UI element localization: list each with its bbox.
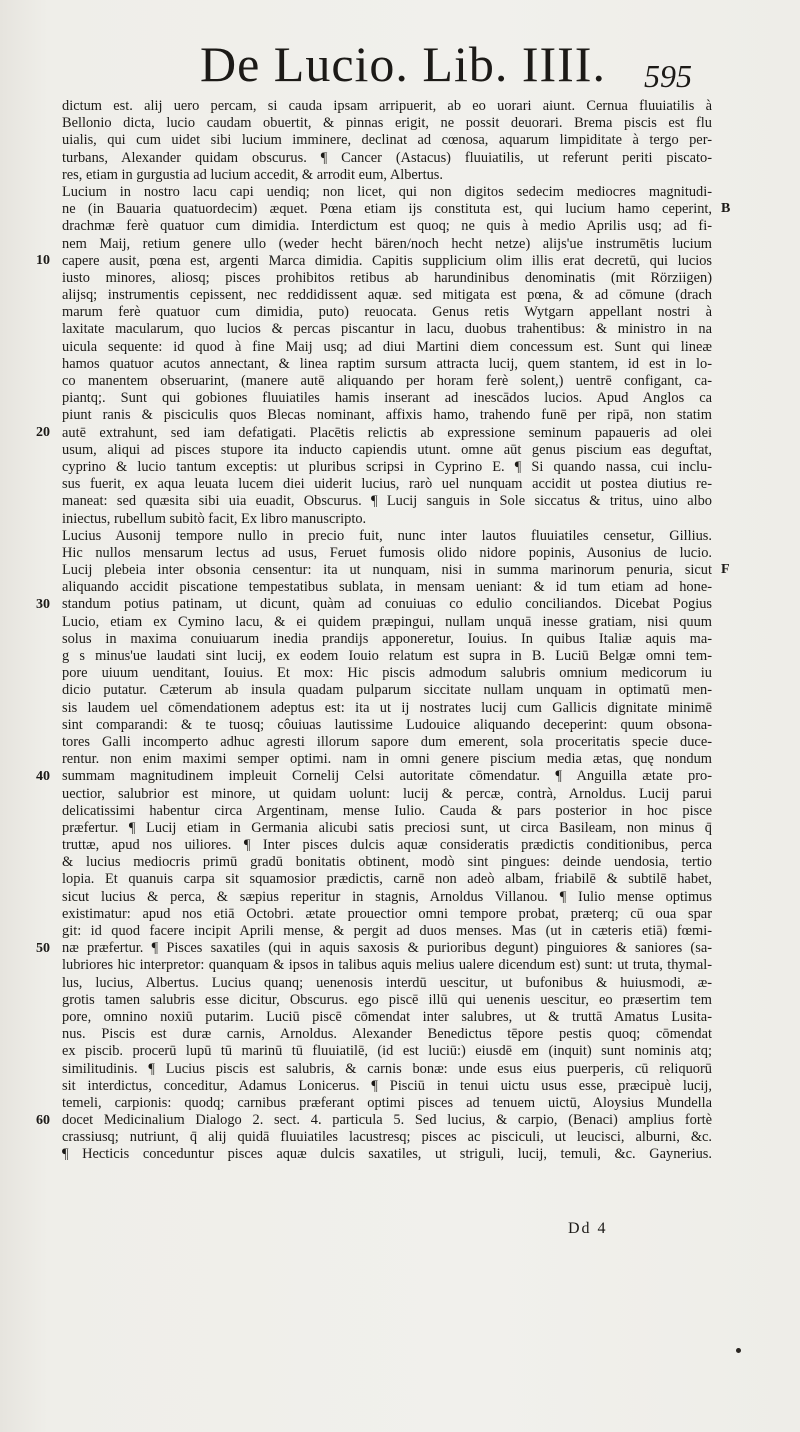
text-line: præfertur. ¶ Lucij etiam in Germania alicubi satis preciosi sunt, ut circa Basileam, non minus q̄ — [62, 819, 712, 836]
text-line: Lucium in nostro lacu capi uendiq; non licet, qui non digitos sedecim mediocres magnitudi- — [62, 183, 712, 200]
signature-mark: Dd 4 — [568, 1220, 608, 1237]
text-line: pore, omnino noxiū putarim. Luciū piscē cōmendat inter salubres, ut & truttā Amatus Lusita- — [62, 1008, 712, 1025]
text-line: temeli, carpionis: quodq; carnibus præferant optimi pisces ad tenuem uictū, Aloysius Mundella — [62, 1094, 712, 1111]
text-line: alijsq; instrumentis cepissent, nec reddidissent aquæ. sed mitigata est pœna, & ad cōmune (drach — [62, 287, 712, 304]
text-line: uicula sequente: id quod à fine Maij usq; ad diui Martini diem concessum est. Sunt qui lineæ — [62, 338, 712, 355]
text-line: dicio putatur. Cæterum ab insula quadam pulparum siccitate nullam unquam in optimatū men- — [62, 682, 712, 699]
text-line: g s minus'ue laudati sint lucij, ex eodem Iouio relatum est supra in B. Luciū Belgæ omni tem- — [62, 648, 712, 664]
text-line: sit interdictus, conceditur, Adamus Lonicerus. ¶ Pisciū in tenui uictu usus esse, præcipuè lucij, — [62, 1077, 712, 1094]
text-line: lus, lucius, Albertus. Lucius quanq; uenenosis interdū uescitur, ut bufonibus & huiusmodi, æ- — [62, 974, 712, 991]
margin-line-number: 40 — [36, 768, 50, 784]
text-line: usum, aliqui ad pisces stupore ita inducto capiendis utunt. omne aūt genus piscium eas deguftat, — [62, 441, 712, 458]
text-line: git: id quod facere incipit Aprili mense, & pergit ad duos menses. Mas (ut in cæteris etiā) fœmi- — [62, 923, 712, 939]
text-line: pore uiuum uenditant, Iouius. Et mox: Hic piscis admodum salubris omnium medicorum iu — [62, 665, 712, 682]
text-line: crassiusq; nutriunt, q̄ alij quidā fluuiatiles lacustresq; pisces ac pisciculi, ut leucisci, alburni, &c. — [62, 1129, 712, 1146]
page-number: 595 — [644, 58, 692, 94]
text-line: tores Galli incomperto adhuc agresti illorum sapore dum emerent, sola proceritatis specie duce- — [62, 733, 712, 750]
page-header — [0, 30, 800, 100]
margin-line-number: 50 — [36, 940, 50, 956]
text-line: co manentem obseruarint, (manere autē aliquando per horam ferè solent,) uentrē configant, ca- — [62, 373, 712, 389]
margin-section-letter: B — [721, 201, 731, 217]
text-line: hamos quatuor acutos annectant, & linea raptim sursum attracta lucij, quem stantem, id est in lo- — [62, 355, 712, 372]
text-line: Lucio, etiam ex Cymino lacu, & ei quidem præpingui, nullam unquā inesse gratiam, nisi quum — [62, 613, 712, 630]
text-line: existimatur: apud nos etiā Octobri. ætate prouectior omni tempore probat, præterq; cū oua spar — [62, 905, 712, 922]
margin-section-letter: F — [721, 562, 730, 578]
text-line: næ præfertur. ¶ Pisces saxatiles (qui in aquis saxosis & purioribus degunt) pinguiores & saniores (sa- — [62, 940, 712, 957]
text-line: piunt ranis & pisciculis quos Blecas nominant, affixis hamo, trahendo funē per ripā, non statim — [62, 407, 712, 424]
text-line: Lucij plebeia inter obsonia censentur: ita ut nunquam, nisi in summa marinorum penuria, sicut — [62, 562, 712, 579]
text-line: ex piscib. procerū lupū tū marinū tū fluuiatilē, (id est luciū:) eiusdē em (inquit) sunt nominis atq; — [62, 1043, 712, 1060]
text-line: ne (in Bauaria quatuordecim) æquet. Pœna etiam ijs constituta est, qui lucium hamo ceperint, — [62, 201, 712, 218]
text-line: truttæ, apud nos uiliores. ¶ Inter pisces dulcis aquæ consideratis prædictis conditionibus, perca — [62, 837, 712, 854]
text-line: aliquando accidit piscatione tempestatibus sublata, in mensam ueniant: & id tum etiam ad hone- — [62, 579, 712, 596]
text-line: piantq;. Sunt qui gobiones fluuiatiles hamis inserant ad inescādos lucios. Apud Anglos ca — [62, 390, 712, 407]
text-line: turbans, Alexander quidam obscurus. ¶ Cancer (Astacus) fluuiatilis, ut referunt periti piscato- — [62, 149, 712, 166]
text-line: & lucius mediocris primū gradū bonitatis obtinent, modò sint pingues: deinde uendosia, tertio — [62, 854, 712, 871]
text-line: solus in maxima conuiuarum inedia prandijs apponeretur, Iouius. In quibus Italiæ aquis ma- — [62, 630, 712, 647]
text-line: grotis tamen salubris esse dicitur, Obscurus. ego piscē illū qui uenenis uescitur, eo præsertim tem — [62, 991, 712, 1008]
text-line: cyprino & lucio tantum exceptis: ut pluribus scripsi in Cyprino E. ¶ Si quando nassa, cui inclu- — [62, 458, 712, 475]
text-line: maneat: sed quæsita sibi uia euadit, Obscurus. ¶ Lucij sanguis in Sole siccatus & tritus, uino albo — [62, 493, 712, 510]
text-line: Hic nullos mensarum lectus ad usus, Feruet fumosis olido nidore popinis, Ausonius de lucio. — [62, 544, 712, 561]
text-line: ¶ Hecticis conceduntur pisces aquæ dulcis saxatiles, ut striguli, lucij, temuli, &c. Gaynerius. — [62, 1146, 712, 1163]
text-line: sint comparandi: & te tuosq; côuiuas lautissime Ludouice aliquando deceperint: quum obsona- — [62, 716, 712, 733]
text-line: Bellonio dicta, lucio caudam obuertit, & pinnas erigit, ne possit deuorari. Brema piscis est flu — [62, 115, 712, 132]
running-head: De Lucio. Lib. IIII. — [200, 36, 606, 92]
text-line: uialis, qui cum uidet sibi lucium imminere, declinat ad cœnosa, aquarum limpiditate à tergo per- — [62, 132, 712, 149]
text-line: lubriores hic interpretor: quanquam & ipsos in talibus aquis melius ualere dicendum est) sunt: ut truta, thymal- — [62, 957, 712, 974]
text-line: nem Maij, retium genere ullo (weder hecht bären/noch hecht netze) alijs'ue instrumētis lucium — [62, 235, 712, 252]
margin-line-number: 20 — [36, 424, 50, 440]
text-line: iniectus, rubellum subitò facit, Ex libro manuscripto. — [62, 510, 367, 527]
margin-line-number: 60 — [36, 1112, 50, 1128]
text-line: drachmæ ferè quatuor cum dimidia. Interdictum est quoq; ne quis à medio Aprilis usq; ad fi- — [62, 218, 712, 235]
text-line: marum ferè quatuor cum dimidia, puto) reuocata. Genus retis Wytgarn appellant nostri à — [62, 304, 712, 321]
text-line: similitudinis. ¶ Lucius piscis est salubris, & carnis bonæ: unde esus eius puerperis, cū reliquorū — [62, 1060, 712, 1077]
text-line: Lucius Ausonij tempore nullo in precio fuit, nunc inter lautos fluuiatiles censetur, Gillius. — [62, 527, 712, 544]
margin-line-number: 30 — [36, 596, 50, 612]
text-line: sicut lucius & perca, & sæpius reperitur in stagnis, Arnoldus Villanou. ¶ Iulio mense optimus — [62, 888, 712, 905]
ink-spot — [736, 1348, 741, 1353]
text-line: lopia. Et quanuis carpa sit squamosior prædictis, carnē non adeò albam, friabilē & subtilē habet, — [62, 871, 712, 888]
text-line: delicatissimi habentur circa Argentinam, mense Iulio. Cauda & pars posterior in hoc pisce — [62, 802, 712, 819]
text-line: uectior, salubrior est minore, ut quidam uolunt: lucij & percæ, contrà, Arnoldus. Lucij parui — [62, 785, 712, 802]
text-line: iusto minores, aliosq; pisces prohibitos retibus ab harundinibus denominatis (mit Rörziigen) — [62, 269, 712, 286]
text-line: sis laudem uel cōmendationem adeptus est: ita ut ij nostrates lucij cum Gallicis dignitate minimē — [62, 699, 712, 716]
text-line: laxitate macularum, quo lucios & percas piscantur in lacu, duobus trahentibus: & ministro in na — [62, 321, 712, 338]
text-line: capere ausit, pœna est, argenti Marca dimidia. Capitis supplicium olim illis erat decretū, qui lucios — [62, 252, 712, 269]
text-line: res, etiam in gurgustia ad lucium accedit, & arrodit eum, Albertus. — [62, 166, 443, 183]
text-line: docet Medicinalium Dialogo 2. sect. 4. particula 5. Sed lucius, & carpio, (Benaci) amplius fortè — [62, 1112, 712, 1129]
body-text — [62, 98, 712, 1164]
text-line: sus fuerit, ex aqua leuata lucem diei uiderit lucius, rarò uel nunquam accidit ut postea diutius re- — [62, 476, 712, 493]
margin-line-number: 10 — [36, 252, 50, 268]
text-line: standum potius patinam, ut dicunt, quàm ad conuiuas co edulio conciliandos. Dicebat Pogius — [62, 596, 712, 613]
text-line: nus. Piscis est duræ carnis, Arnoldus. Alexander Benedictus tēpore pestis quoq; cōmendat — [62, 1026, 712, 1043]
text-line: dictum est. alij uero percam, si cauda ipsam arripuerit, ab eo uorari aiunt. Cernua fluuiatilis à — [62, 98, 712, 114]
text-line: summam magnitudinem impleuit Cornelij Celsi autoritate cōmendatur. ¶ Anguilla ætate pro- — [62, 768, 712, 785]
text-line: autē extrahunt, sed iam defatigati. Placētis relictis ab expressione seminum papaueris ad olei — [62, 424, 712, 441]
text-line: rentur. non enim maximi semper optimi. nam in omni genere piscium media ætas, quę nondum — [62, 751, 712, 768]
